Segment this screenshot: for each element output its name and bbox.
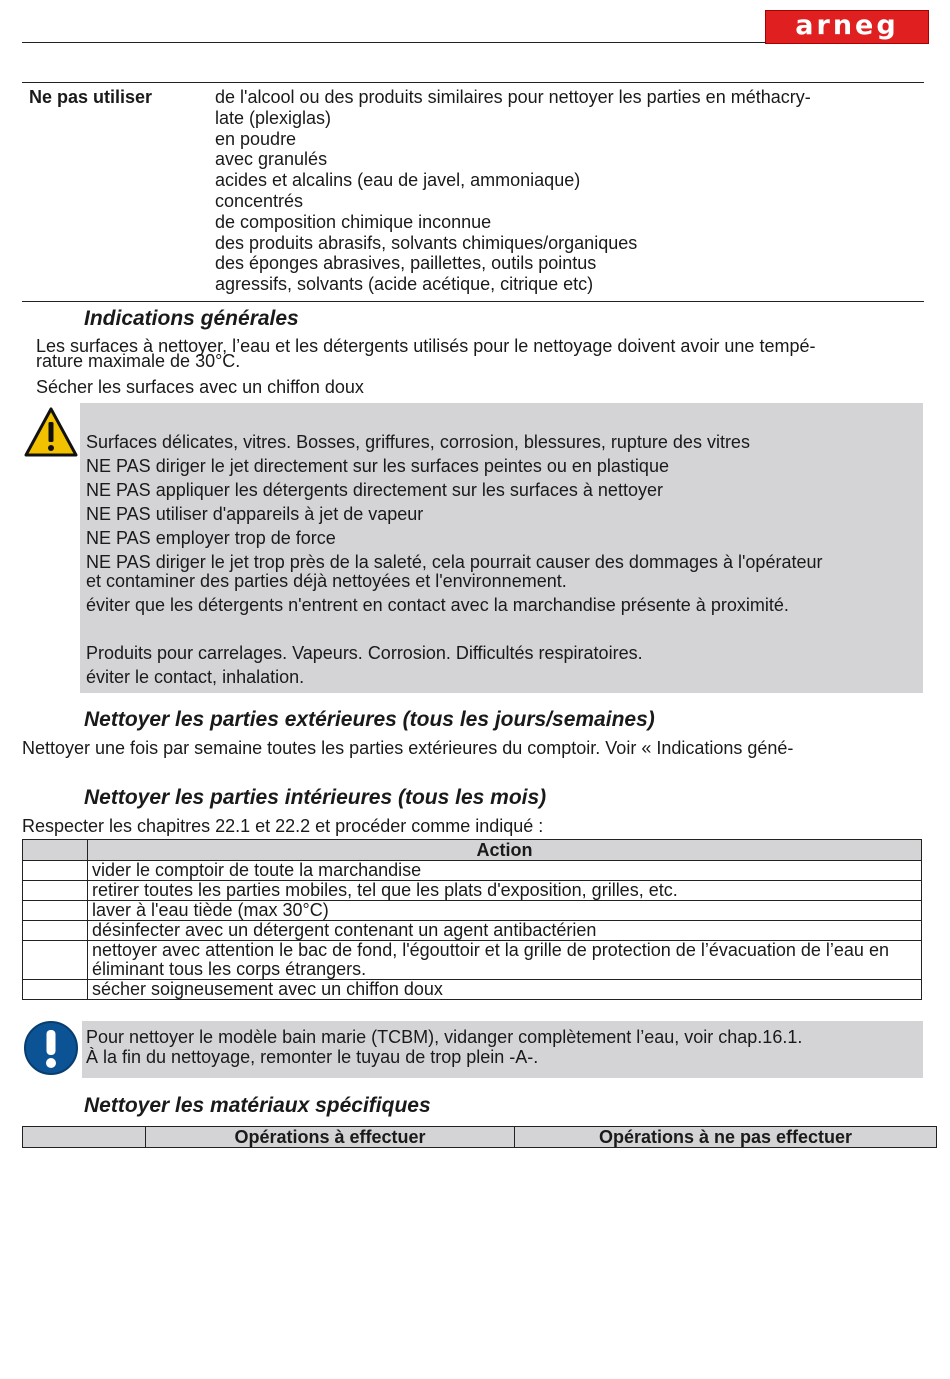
- action-table-header-row: [23, 840, 922, 861]
- do-not-use-list: [215, 87, 915, 295]
- do-not-use-item: late (plexiglas): [215, 107, 332, 128]
- warning-line: NE PAS diriger le jet trop près de la saleté, cela pourrait causer des dommages à l'opérateur: [86, 552, 823, 572]
- general-text: [36, 336, 936, 371]
- warning-line: éviter que les détergents n'entrent en contact avec la marchandise présente à proximité.: [86, 595, 789, 615]
- action-cell: désinfecter avec un détergent contenant un agent antibactérien: [88, 921, 922, 941]
- do-not-use-item: concentrés: [215, 190, 304, 211]
- action-cell: nettoyer avec attention le bac de fond, l'égouttoir et la grille de protection de l’évacuation de l’eau en éliminant tous les corps étrangers.: [88, 941, 922, 980]
- do-not-use-item: de l'alcool ou des produits similaires pour nettoyer les parties en méthacry-: [215, 87, 811, 107]
- warning-line: NE PAS appliquer les détergents directement sur les surfaces à nettoyer: [86, 480, 663, 500]
- warning-line: NE PAS diriger le jet directement sur les surfaces peintes ou en plastique: [86, 456, 669, 476]
- general-heading: Indications générales: [84, 307, 299, 330]
- interior-heading: Nettoyer les parties intérieures (tous les mois): [84, 786, 547, 809]
- action-table-header: Action: [88, 840, 922, 861]
- header-rule: [22, 42, 766, 43]
- do-not-use-label: Ne pas utiliser: [29, 87, 153, 107]
- row-number-cell: [23, 881, 88, 901]
- action-cell: sécher soigneusement avec un chiffon doux: [88, 980, 922, 1000]
- action-table: [22, 839, 922, 1000]
- action-table-num-header: [23, 840, 88, 861]
- table-row: [23, 901, 922, 921]
- materials-table: [22, 1126, 937, 1148]
- exterior-heading: Nettoyer les parties extérieures (tous les jours/semaines): [84, 708, 655, 731]
- warning-line: NE PAS utiliser d'appareils à jet de vapeur: [86, 504, 424, 524]
- table-row: [23, 980, 922, 1000]
- row-number-cell: [23, 941, 88, 980]
- row-number-cell: [23, 921, 88, 941]
- warning-line: et contaminer des parties déjà nettoyées et l'environnement.: [86, 571, 567, 591]
- action-cell: laver à l'eau tiède (max 30°C): [88, 901, 922, 921]
- warning-line: Produits pour carrelages. Vapeurs. Corrosion. Difficultés respiratoires.: [86, 643, 643, 663]
- do-not-use-item: des éponges abrasives, paillettes, outils pointus: [215, 253, 597, 274]
- materials-dont-header: Opérations à ne pas effectuer: [515, 1127, 937, 1148]
- general-line: Les surfaces à nettoyer, l’eau et les détergents utilisés pour le nettoyage doivent avoir une tempé-: [36, 336, 816, 356]
- interior-intro: Respecter les chapitres 22.1 et 22.2 et procéder comme indiqué :: [22, 816, 544, 836]
- do-not-use-item: acides et alcalins (eau de javel, ammoniaque): [215, 170, 581, 191]
- general-line: rature maximale de 30°C.: [36, 351, 241, 371]
- brand-logo-text: arneg: [795, 10, 899, 41]
- table-row: [23, 881, 922, 901]
- row-number-cell: [23, 901, 88, 921]
- do-not-use-item: des produits abrasifs, solvants chimiques/organiques: [215, 232, 638, 253]
- warning-line: Surfaces délicates, vitres. Bosses, griffures, corrosion, blessures, rupture des vitres: [86, 432, 750, 452]
- warning-triangle-icon: [24, 407, 78, 457]
- warning-line: NE PAS employer trop de force: [86, 528, 336, 548]
- brand-logo: [765, 10, 929, 44]
- materials-blank-header: [23, 1127, 146, 1148]
- row-number-cell: [23, 980, 88, 1000]
- info-text: [86, 1027, 920, 1067]
- do-not-use-item: en poudre: [215, 128, 297, 149]
- info-line: Pour nettoyer le modèle bain marie (TCBM), vidanger complètement l’eau, voir chap.16.1.: [86, 1027, 803, 1047]
- warning-line: éviter le contact, inhalation.: [86, 667, 305, 687]
- row-number-cell: [23, 861, 88, 881]
- info-line: À la fin du nettoyage, remonter le tuyau de trop plein -A-.: [86, 1047, 539, 1067]
- mandatory-info-icon: [23, 1020, 79, 1076]
- materials-header-row: [23, 1127, 937, 1148]
- general-dry-note: Sécher les surfaces avec un chiffon doux: [36, 377, 364, 397]
- table-row: [23, 921, 922, 941]
- materials-heading: Nettoyer les matériaux spécifiques: [84, 1094, 431, 1117]
- table-row: [23, 941, 922, 980]
- warning-text: [86, 430, 922, 689]
- do-not-use-item: de composition chimique inconnue: [215, 211, 492, 232]
- materials-do-header: Opérations à effectuer: [146, 1127, 515, 1148]
- exterior-text: Nettoyer une fois par semaine toutes les parties extérieures du comptoir. Voir « Indications géné-: [22, 738, 794, 758]
- action-cell: retirer toutes les parties mobiles, tel que les plats d'exposition, grilles, etc.: [88, 881, 922, 901]
- do-not-use-block: [22, 82, 924, 302]
- do-not-use-item: agressifs, solvants (acide acétique, citrique etc): [215, 274, 594, 295]
- do-not-use-item: avec granulés: [215, 149, 328, 170]
- table-row: [23, 861, 922, 881]
- warning-spacer: [86, 617, 922, 641]
- action-cell: vider le comptoir de toute la marchandise: [88, 861, 922, 881]
